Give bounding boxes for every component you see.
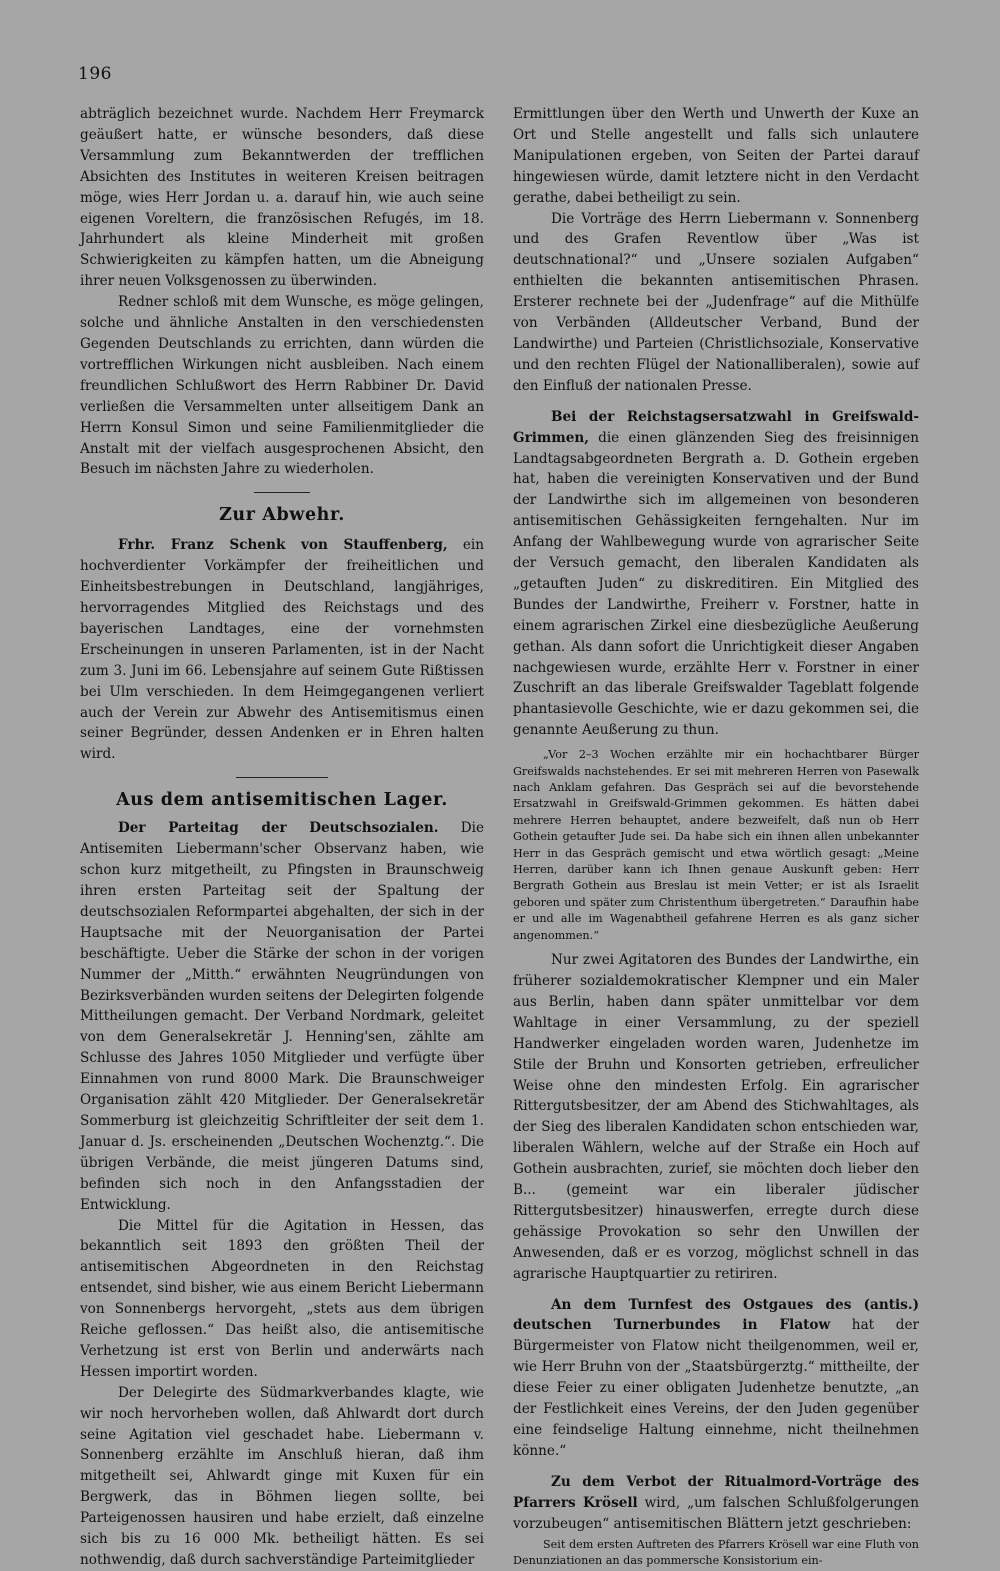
paragraph: Redner schloß mit dem Wunsche, es möge gelingen, solche und ähnliche Anstalten in den verschiedensten Gegenden Deutschlands zu errichten, dann würden die vortrefflichen Wirkungen nicht ausbleiben. Nach einem freundlichen Schlußwort des Herrn Rabbiner Dr. David verließen die Versammelten unter allseitigem Dank an Herrn Konsul Simon und seine Familienmitglieder die Anstalt mit der vielfach ausgesprochenen Absicht, den Besuch im nächsten Jahre zu wiederholen. [80, 294, 484, 478]
left-column [80, 104, 484, 1571]
paragraph: Die Vorträge des Herrn Liebermann v. Sonnenberg und des Grafen Reventlow über „Was ist deutschnational?“ und „Unsere sozialen Aufgaben“ enthielten die bekannten antisemitischen Phrasen. Ersterer rechnete bei der „Judenfrage“ auf die Mithülfe von Verbänden (Alldeutscher Verband, Bund der Landwirthe) und Parteien (Christlichsoziale, Konservative und den rechten Flügel der Nationalliberalen), sowie auf den Einfluß der nationalen Presse. [513, 210, 919, 394]
section-heading-abwehr: Zur Abwehr. [219, 505, 345, 526]
divider [236, 777, 328, 778]
paragraph-text: die einen glänzenden Sieg des freisinnigen Landtagsabgeordneten Bergrath a. D. Gothein ergeben hat, haben die vereinigten Konservativen und der Bund der Landwirthe sich im allgemeinen von besonderen antisemitischen Gehässigkeiten ferngehalten. Nur im Anfang der Wahlbewegung wurde von agrarischer Seite der Versuch gemacht, den liberalen Kandidaten als „getauften Juden“ zu diskreditiren. Ein Mitglied des Bundes der Landwirthe, Freiherr v. Forstner, hatte in einem agrarischen Zirkel eine diesbezügliche Aeußerung gethan. Als dann sofort die Unrichtigkeit dieser Angaben nachgewiesen wurde, erzählte Herr v. Forstner in einer Zuschrift an das liberale Greifswalder Tageblatt folgende phantasievolle Geschichte, wie er dazu gekommen sei, die genannte Aeußerung zu thun. [513, 429, 919, 739]
divider [254, 492, 310, 493]
paragraph-stauffenberg [80, 535, 484, 765]
person-name: Frhr. Franz Schenk von Stauffenberg, [118, 537, 448, 554]
paragraph-text: Die Antisemiten Liebermann'scher Observanz haben, wie schon kurz mitgetheilt, zu Pfingsten in Braunschweig ihren ersten Parteitag seit der Spaltung der deutschsozialen Reformpartei abgehalten, der sich in der Hauptsache mit der Neuorganisation der Partei beschäftigte. Ueber die Stärke der schon in der vorigen Nummer der „Mitth.“ erwähnten Neugründungen von Bezirksverbänden wurden seitens der Delegirten folgende Mittheilungen gemacht. Der Verband Nordmark, geleitet von dem Generalsekretär J. Henning'sen, zählte am Schlusse des Jahres 1050 Mitglieder und verfügte über Einnahmen von rund 8000 Mark. Die Braunschweiger Organisation zählt 420 Mitglieder. Der Generalsekretär Sommerburg ist gleichzeitig Schriftleiter der seit dem 1. Januar d. Js. erscheinenden „Deutschen Wochenztg.“. Die übrigen Verbände, die meist jüngeren Datums sind, befinden sich noch in den Anfangsstadien der Entwicklung. [80, 820, 484, 1213]
paragraph-turnfest [513, 1295, 919, 1462]
paragraph-text: wird, „um falschen Schlußfolgerungen vorzubeugen“ antisemitischen Blättern jetzt geschrieben: [513, 1494, 919, 1532]
paragraph-verbot [513, 1472, 919, 1535]
paragraph: Der Delegirte des Südmarkverbandes klagte, wie wir noch hervorheben wollen, daß Ahlwardt dort durch seine Agitation viel geschadet habe. Liebermann v. Sonnenberg erzählte im Anschluß hieran, daß ihm mitgetheilt sei, Ahlwardt ginge mit Kuxen für ein Bergwerk, das in Böhmen liegen sollte, bei Parteigenossen hausiren und habe erzielt, daß einzelne sich bis zu 16 000 Mk. betheiligt hätten. Es sei nothwendig, daß durch sachverständige Parteimitglieder [80, 1384, 484, 1568]
paragraph: abträglich bezeichnet wurde. Nachdem Herr Freymarck geäußert hatte, er wünsche besonders, daß diese Versammlung zum Bekanntwerden der trefflichen Absichten des Institutes in weiteren Kreisen beitragen möge, wies Herr Jordan u. a. darauf hin, wie auch seine eigenen Voreltern, die französischen Refugés, im 18. Jahrhundert als kleine Minderheit mit großen Schwierigkeiten zu kämpfen hatten, um die Abneigung ihrer neuen Volksgenossen zu überwinden. [80, 106, 484, 290]
paragraph: Ermittlungen über den Werth und Unwerth der Kuxe an Ort und Stelle angestellt und falls sich unlautere Manipulationen ergeben, von Seiten der Partei darauf hingewiesen würde, damit letztere nicht in den Verdacht gerathe, dabei betheiligt zu sein. [513, 106, 919, 206]
section-heading-lager: Aus dem antisemitischen Lager. [116, 790, 448, 811]
paragraph-parteitag [80, 818, 484, 1215]
paragraph: Nur zwei Agitatoren des Bundes der Landwirthe, ein früherer sozialdemokratischer Klempner und ein Maler aus Berlin, haben dann später unmittelbar vor dem Wahltage in einer Versammlung, zu der speziell Handwerker eingeladen worden waren, Judenhetze im Stile der Bruhn und Konsorten getrieben, erfreulicher Weise ohne den mindesten Erfolg. Ein agrarischer Rittergutsbesitzer, der am Abend des Stichwahltages, als der Sieg des liberalen Kandidaten schon entschieden war, liberalen Wählern, welche auf der Straße ein Hoch auf Gothein ausbrachten, zurief, sie möchten doch lieber den B... (gemeint war ein liberaler jüdischer Rittergutsbesitzer) hinauswerfen, erregte durch diese gehässige Provokation so sehr den Unwillen der Anwesenden, daß er es vorzog, möglichst schnell in das agrarische Hauptquartier zu retiriren. [513, 952, 919, 1282]
paragraph: Die Mittel für die Agitation in Hessen, das bekanntlich seit 1893 den größten Theil der antisemitischen Abgeordneten in den Reichstag entsendet, sind bisher, wie aus einem Bericht Liebermann von Sonnenbergs hervorgeht, „stets aus dem übrigen Reiche geflossen.“ Das heißt also, die antisemitische Verhetzung ist erst von Berlin und anderwärts nach Hessen importirt worden. [80, 1217, 484, 1380]
subheading: Zu dem Verbot der Ritualmord-Vorträge des Pfarrers Krösell [513, 1473, 919, 1511]
subheading: Der Parteitag der Deutschsozialen. [118, 820, 439, 837]
paragraph-text: hat der Bürgermeister von Flatow nicht theilgenommen, weil er, wie Herr Bruhn von der „Staatsbürgerztg.“ mittheilte, der diese Feier zu einer obligaten Judenhetze benutzte, „an der Festlichkeit eines Vereins, der den Juden gegenüber eine feindselige Haltung einnehme, nicht theilnehmen könne.“ [513, 1317, 920, 1459]
paragraph-text: ein hochverdienter Vorkämpfer der freiheitlichen und Einheitsbestrebungen in Deutschland, langjähriges, hervorragendes Mitglied des Reichstags und des bayerischen Landtages, eine der vornehmsten Erscheinungen in unseren Parlamenten, ist in der Nacht zum 3. Juni im 66. Lebensjahre auf seinem Gute Rißtissen bei Ulm verschieden. In dem Heimgegangenen verliert auch der Verein zur Abwehr des Antisemitismus einen seiner Begründer, dessen Andenken er in Ehren halten wird. [80, 537, 485, 763]
subheading: Bei der Reichstagsersatzwahl in Greifswald-Grimmen, [513, 408, 919, 446]
subheading: An dem Turnfest des Ostgaues des (antis.) deutschen Turnerbundes in Flatow [513, 1296, 919, 1334]
page-number: 196 [78, 64, 112, 84]
quote-text: Seit dem ersten Auftreten des Pfarrers Krösell war eine Fluth von Denunziationen an das pommersche Konsistorium ein- [513, 1537, 919, 1567]
quote-block [513, 1537, 919, 1570]
paragraph-greifswald [513, 407, 919, 742]
right-column [513, 104, 919, 1569]
quote-block [513, 747, 919, 944]
quote-text: „Vor 2–3 Wochen erzählte mir ein hochachtbarer Bürger Greifswalds nachstehendes. Er sei mit mehreren Herren von Pasewalk nach Anklam gefahren. Das Gespräch sei auf die bevorstehende Ersatzwahl in Greifswald-Grimmen gekommen. Es hätten dabei mehrere Herren behauptet, andere bezweifelt, daß nun ob Herr Gothein getaufter Jude sei. Da habe sich ein ihnen allen unbekannter Herr in das Gespräch gemischt und etwa wörtlich gesagt: „Meine Herren, darüber kann ich Ihnen genaue Auskunft geben: Herr Bergrath Gothein aus Breslau ist mein Vetter; er ist als Israelit geboren und später zum Christenthum übergetreten.“ Daraufhin habe er und alle im Wagenabtheil gefahrene Herren es als ganz sicher angenommen.“ [513, 748, 919, 942]
